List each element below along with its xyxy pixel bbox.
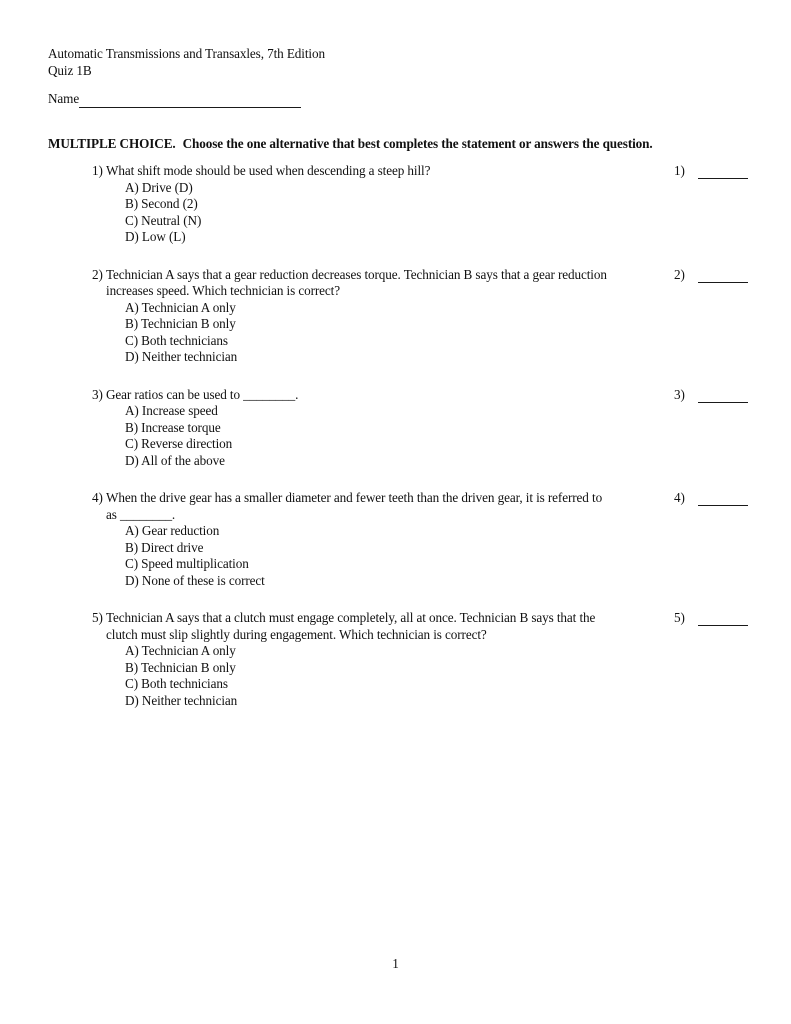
question-text: Gear ratios can be used to ________. — [106, 386, 299, 402]
answer-blank-line — [698, 267, 748, 283]
answer-cell — [668, 387, 748, 404]
question-body — [106, 610, 668, 709]
instructions-heading — [48, 136, 748, 153]
instructions-label: MULTIPLE CHOICE. — [48, 135, 176, 151]
question-body — [106, 267, 668, 366]
document-title: Automatic Transmissions and Transaxles, 7th Edition — [48, 46, 325, 61]
question-text: as ________. — [106, 506, 176, 522]
option-a: A) Technician A only — [125, 299, 236, 315]
name-row — [48, 91, 748, 108]
option-a: A) Drive (D) — [125, 179, 193, 195]
question-text: increases speed. Which technician is correct? — [106, 283, 340, 298]
instructions-text: Choose the one alternative that best completes the statement or answers the question. — [182, 135, 653, 151]
question-text: Technician A says that a gear reduction decreases torque. Technician B says that a gear reduction — [106, 266, 607, 282]
answer-number: 1) — [674, 163, 685, 178]
option-d: D) Neither technician — [125, 692, 238, 708]
question-4 — [92, 490, 748, 589]
question-5 — [92, 610, 748, 709]
question-number: 3) — [92, 386, 103, 402]
question-3 — [92, 387, 748, 470]
question-text: When the drive gear has a smaller diameter and fewer teeth than the driven gear, it is referred to — [106, 490, 603, 505]
option-d: D) None of these is correct — [125, 572, 265, 588]
question-body — [106, 163, 668, 246]
option-b: B) Technician B only — [125, 316, 236, 331]
option-list — [125, 180, 662, 246]
page-number: 1 — [392, 955, 399, 971]
question-number: 2) — [92, 266, 103, 282]
question-number: 4) — [92, 490, 103, 505]
option-list — [125, 643, 662, 709]
option-a: A) Technician A only — [125, 643, 236, 658]
question-body — [106, 490, 668, 589]
option-a: A) Increase speed — [125, 403, 218, 418]
question-1 — [92, 163, 748, 246]
answer-cell — [668, 267, 748, 284]
option-list — [125, 403, 662, 469]
answer-cell — [668, 163, 748, 180]
answer-cell — [668, 490, 748, 507]
option-c: C) Both technicians — [125, 332, 228, 348]
answer-number: 2) — [674, 266, 685, 282]
answer-blank-line — [698, 490, 748, 506]
option-b: B) Second (2) — [125, 196, 198, 211]
option-list — [125, 300, 662, 366]
name-blank-line — [79, 93, 301, 108]
option-c: C) Speed multiplication — [125, 556, 249, 571]
option-d: D) All of the above — [125, 452, 225, 468]
question-2 — [92, 267, 748, 366]
option-b: B) Direct drive — [125, 539, 204, 555]
option-a: A) Gear reduction — [125, 523, 220, 538]
question-list — [92, 163, 748, 709]
answer-number: 3) — [674, 386, 685, 402]
option-c: C) Neutral (N) — [125, 212, 202, 228]
option-list — [125, 523, 662, 589]
document-subtitle: Quiz 1B — [48, 62, 92, 78]
question-number: 1) — [92, 163, 103, 178]
option-d: D) Low (L) — [125, 229, 186, 244]
question-text: Technician A says that a clutch must engage completely, all at once. Technician B says that the — [106, 610, 596, 625]
question-number: 5) — [92, 610, 103, 625]
answer-number: 5) — [674, 610, 685, 625]
answer-number: 4) — [674, 490, 685, 505]
question-body — [106, 387, 668, 470]
option-c: C) Both technicians — [125, 676, 228, 691]
option-d: D) Neither technician — [125, 349, 238, 364]
answer-cell — [668, 610, 748, 627]
option-b: B) Technician B only — [125, 659, 236, 675]
answer-blank-line — [698, 610, 748, 626]
document-header — [48, 46, 748, 79]
answer-blank-line — [698, 387, 748, 403]
question-text: clutch must slip slightly during engagement. Which technician is correct? — [106, 626, 487, 642]
answer-blank-line — [698, 163, 748, 179]
question-text: What shift mode should be used when descending a steep hill? — [106, 163, 431, 178]
option-c: C) Reverse direction — [125, 436, 233, 451]
name-label: Name — [48, 91, 80, 106]
option-b: B) Increase torque — [125, 419, 221, 435]
